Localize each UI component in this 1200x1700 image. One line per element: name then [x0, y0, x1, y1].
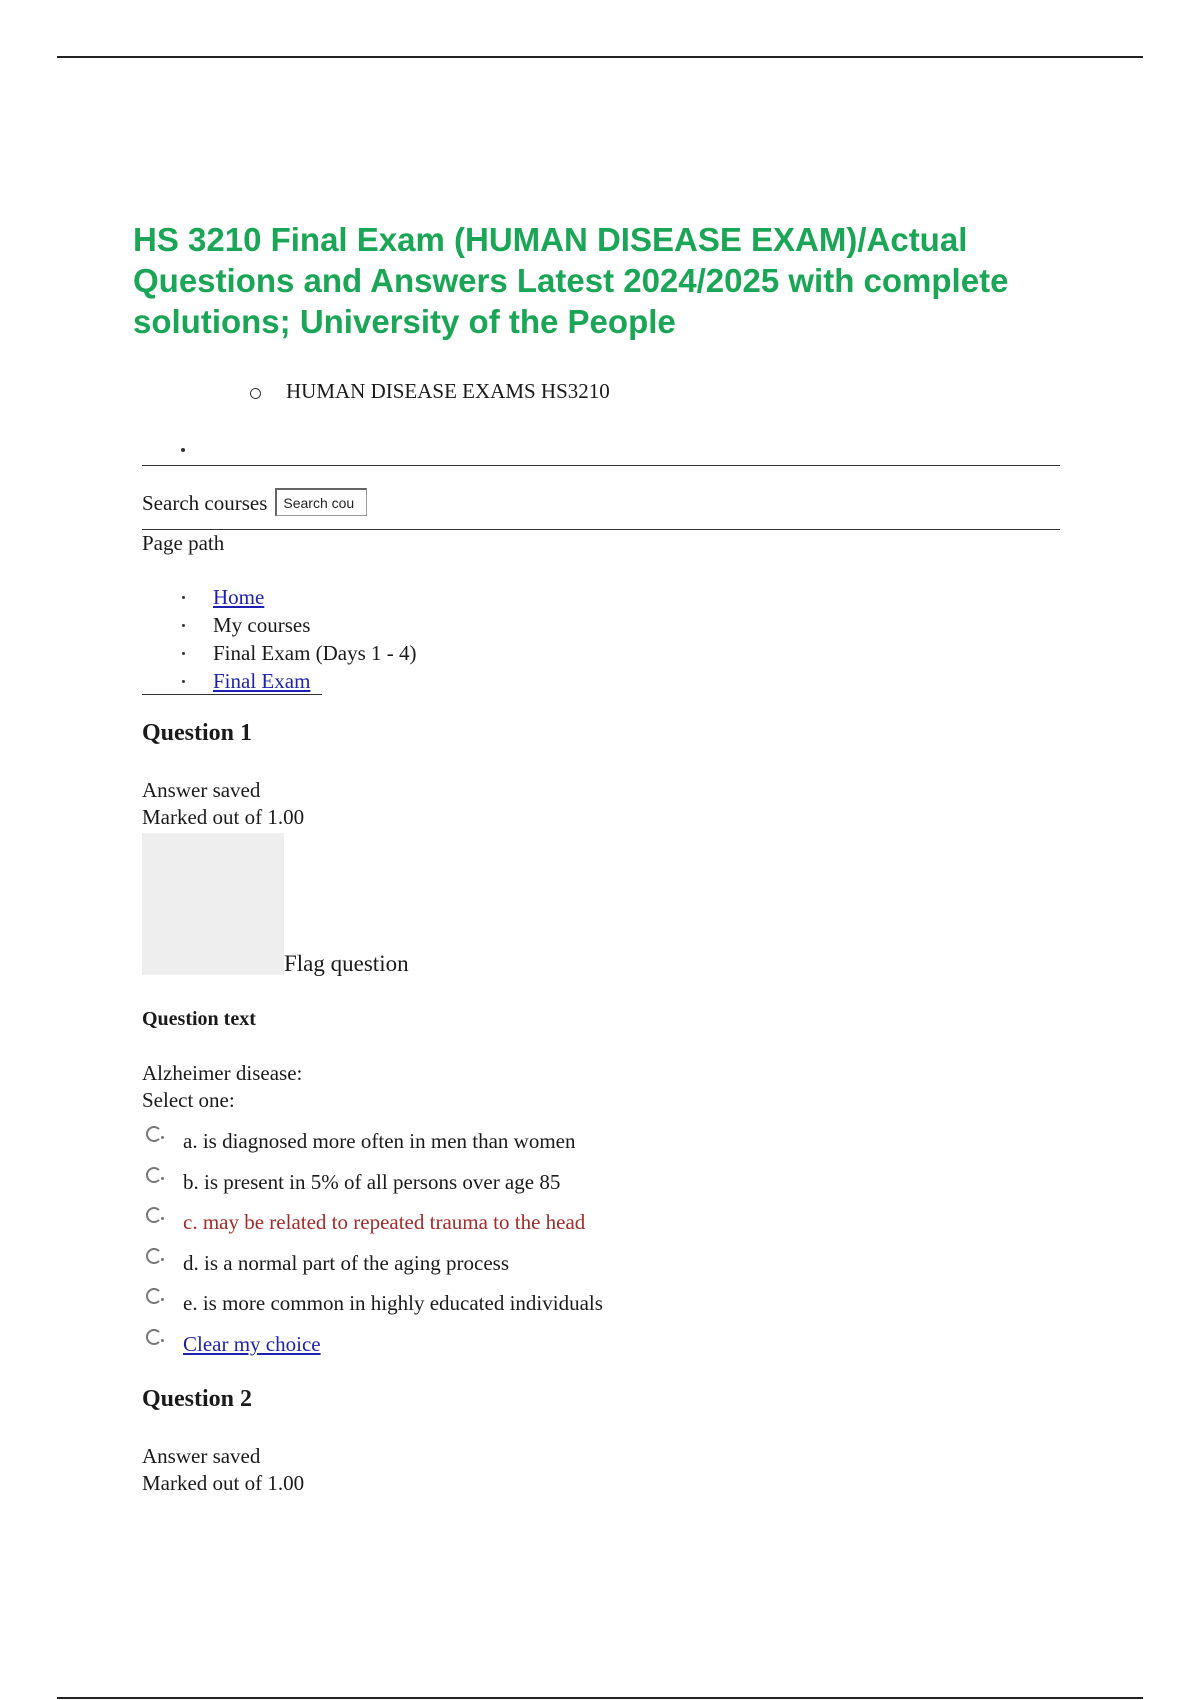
breadcrumb-link-home[interactable]: Home	[213, 585, 265, 609]
question-2-info	[142, 1443, 304, 1497]
course-search	[142, 488, 367, 516]
answer-option-label: b. is present in 5% of all persons over age 85	[183, 1169, 561, 1194]
radio-icon[interactable]	[146, 1207, 162, 1223]
question-prompt-text: Alzheimer disease:	[142, 1061, 303, 1085]
hollow-bullet-icon	[250, 388, 261, 399]
radio-icon[interactable]	[146, 1248, 162, 1264]
course-item-label: HUMAN DISEASE EXAMS HS3210	[286, 379, 610, 403]
question-prompt	[142, 1060, 302, 1114]
search-input[interactable]	[275, 488, 367, 516]
document-title: HS 3210 Final Exam (HUMAN DISEASE EXAM)/Actual Questions and Answers Latest 2024/2025 with complete solutions; University of the People	[133, 221, 1009, 340]
radio-icon[interactable]	[146, 1288, 162, 1304]
divider	[142, 694, 322, 695]
search-label: Search courses	[142, 491, 268, 515]
breadcrumb-item-final-exam[interactable]	[178, 667, 417, 695]
bullet-icon	[181, 448, 185, 452]
radio-icon[interactable]	[146, 1167, 162, 1183]
bottom-rule	[57, 1697, 1143, 1699]
question-2-heading: Question 2	[142, 1386, 253, 1412]
select-instruction: Select one:	[142, 1088, 235, 1112]
breadcrumb	[178, 583, 417, 695]
answer-status: Answer saved	[142, 1444, 261, 1468]
question-1-info	[142, 777, 304, 831]
flag-question-button[interactable]: Flag question	[284, 951, 409, 976]
marks-label: Marked out of 1.00	[142, 805, 305, 829]
question-1-heading: Question 1	[142, 720, 253, 746]
answer-option-label: a. is diagnosed more often in men than women	[183, 1129, 576, 1153]
answer-option-label: c. may be related to repeated trauma to the head	[183, 1210, 586, 1235]
breadcrumb-link-final-exam[interactable]: Final Exam	[213, 669, 311, 693]
answer-option-label: e. is more common in highly educated individuals	[183, 1291, 603, 1316]
page-path-label: Page path	[142, 531, 225, 555]
course-list-item	[250, 379, 610, 404]
answer-option-label: d. is a normal part of the aging process	[183, 1250, 509, 1275]
divider	[142, 465, 1060, 466]
divider	[142, 529, 1060, 530]
breadcrumb-item-home[interactable]	[178, 583, 417, 611]
flag-icon[interactable]	[142, 833, 284, 975]
breadcrumb-item-my-courses: My courses	[178, 611, 417, 639]
question-text-heading: Question text	[142, 1008, 256, 1030]
clear-choice-link[interactable]: Clear my choice	[183, 1331, 321, 1356]
marks-label: Marked out of 1.00	[142, 1471, 305, 1495]
answer-status: Answer saved	[142, 778, 261, 802]
radio-icon[interactable]	[146, 1126, 162, 1142]
radio-icon[interactable]	[146, 1329, 162, 1345]
breadcrumb-item-final-exam-days: Final Exam (Days 1 - 4)	[178, 639, 417, 667]
top-rule	[57, 56, 1143, 58]
